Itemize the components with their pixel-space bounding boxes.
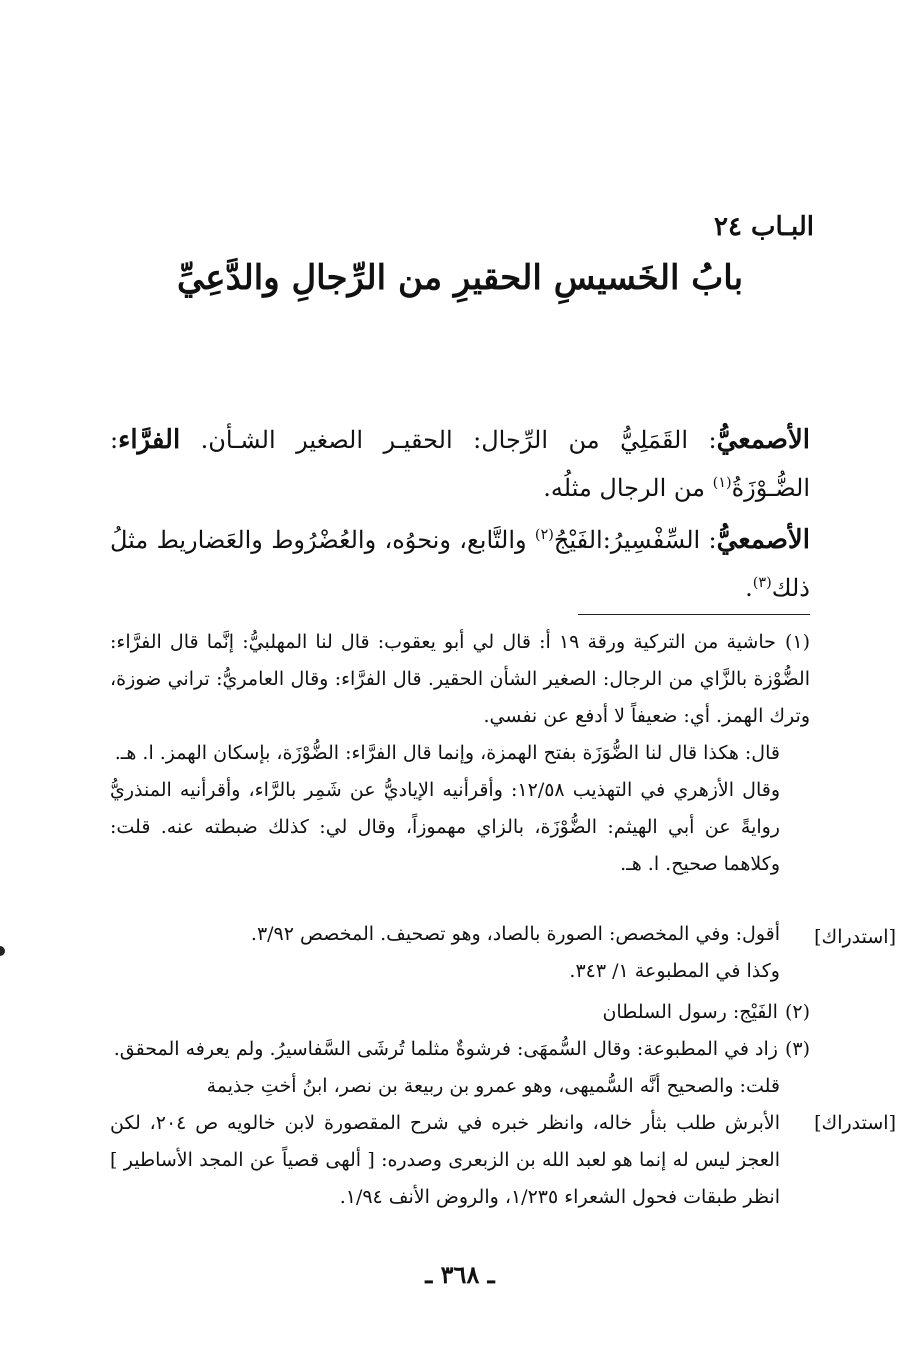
- istidrak-label: [استدراك]: [814, 1112, 896, 1134]
- paragraph-text: .: [745, 574, 753, 602]
- paragraph-text: والتَّابع، ونحوُه، والعُضْرُوط والعَضاريط مثلُ ذلك: [110, 526, 810, 602]
- footnote-line: أقول: وفي المخصص: الصورة بالصاد، وهو تصحيف. المخصص ٣/٩٢.: [250, 923, 780, 945]
- chapter-title: بابُ الخَسيسِ الحقيرِ من الرِّجالِ والدَّعِيِّ: [176, 258, 744, 298]
- footnote-line: قال: هكذا قال لنا الضُّوَزَة بفتح الهمزة، وإنما قال الفرَّاء: الضُّوْزَة، بإسكان الهمز. ا. هـ.: [114, 742, 780, 764]
- footnote-3: [110, 1031, 810, 1105]
- footnote-divider: [578, 614, 810, 615]
- footnote-line: وقال الأزهري في التهذيب ١٢/٥٨: وأقرأنيه الإياديُّ عن شَمِر بالرَّاء، وأقرأنيه المنذريُّ روايةً عن أبي الهيثم: الضُّوْزَة، بالزاي مهموزاً، وقال لي: كذلك ضبطته عنه. قلت: وكلاهما صحيح. ا. هـ.: [110, 779, 780, 875]
- footnote-line: وكذا في المطبوعة ١/ ٣٤٣.: [569, 960, 780, 982]
- footnote-line: قلت: والصحيح أنَّه السُّميهى، وهو عمرو بن ربيعة بن نصر، ابنُ أختِ جذيمة: [206, 1075, 780, 1097]
- istidrak-note-1: [110, 916, 780, 990]
- footnote-number: (٣): [784, 1038, 810, 1060]
- footnote-ref-1[interactable]: (١): [712, 475, 732, 491]
- main-paragraph-1: [110, 416, 810, 512]
- main-paragraph-2: [110, 516, 810, 612]
- scan-edge-mark: [0, 946, 5, 956]
- footnote-1: [110, 624, 810, 883]
- footnote-line: (٣) زاد في المطبوعة: وقال السُّمهَى: فرشوةٌ مثلما تُرشَى السَّفاسيرُ. ولم يعرفه المحقق.: [110, 1031, 810, 1068]
- speaker-name: الأصمعيُّ: [716, 425, 810, 455]
- chapter-label: البـاب ٢٤: [714, 212, 814, 242]
- footnote-line: (١) حاشية من التركية ورقة ١٩ أ: قال لي أبو يعقوب: قال لنا المهلبيُّ: إنَّما قال الفرَّاء: الضُّوْزة بالزَّاي من الرجال: الصغير الشأن الحقير. قال الفرَّاء: وقال العامريُّ: تراني ضوزة، وترك الهمز. أي: ضعيفاً لا أدفع عن نفسي.: [110, 624, 810, 735]
- footnote-number: (٢): [784, 1001, 810, 1023]
- istidrak-note-2: الأبرش طلب بثأر خاله، وانظر خبره في شرح المقصورة لابن خالويه ص ٢٠٤، لكن العجز ليس له إنما هو لعبد الله بن الزبعرى وصدره: [ ألهى قصياً عن المجد الأساطير ] انظر طبقات فحول الشعراء ١/٢٣٥، والروض الأنف ١/٩٤.: [110, 1112, 780, 1208]
- footnote-ref-2[interactable]: (٢): [534, 527, 554, 543]
- footnote-number: (١): [784, 631, 811, 653]
- istidrak-label: [استدراك]: [814, 926, 896, 948]
- paragraph-text: : السِّفْسِيرُ:الفَيْجُ: [553, 526, 717, 554]
- footnote-2: [110, 994, 810, 1031]
- speaker-name: الأصمعيُّ: [716, 525, 810, 555]
- paragraph-text: : القَمَلِيُّ من الرِّجال: الحقيـر الصغير الشـأن.: [180, 426, 717, 454]
- paragraph-text: من الرجال مثلُه.: [543, 474, 713, 502]
- page-number: ـ ٣٦٨ ـ: [425, 1260, 495, 1289]
- speaker-name: الفرَّاء: [118, 425, 181, 455]
- footnote-ref-3[interactable]: (٣): [752, 575, 772, 591]
- footnote-text: الفَيْج: رسول السلطان: [602, 1001, 778, 1023]
- paragraph-text: : الضُّـوْزَةُ: [110, 426, 810, 502]
